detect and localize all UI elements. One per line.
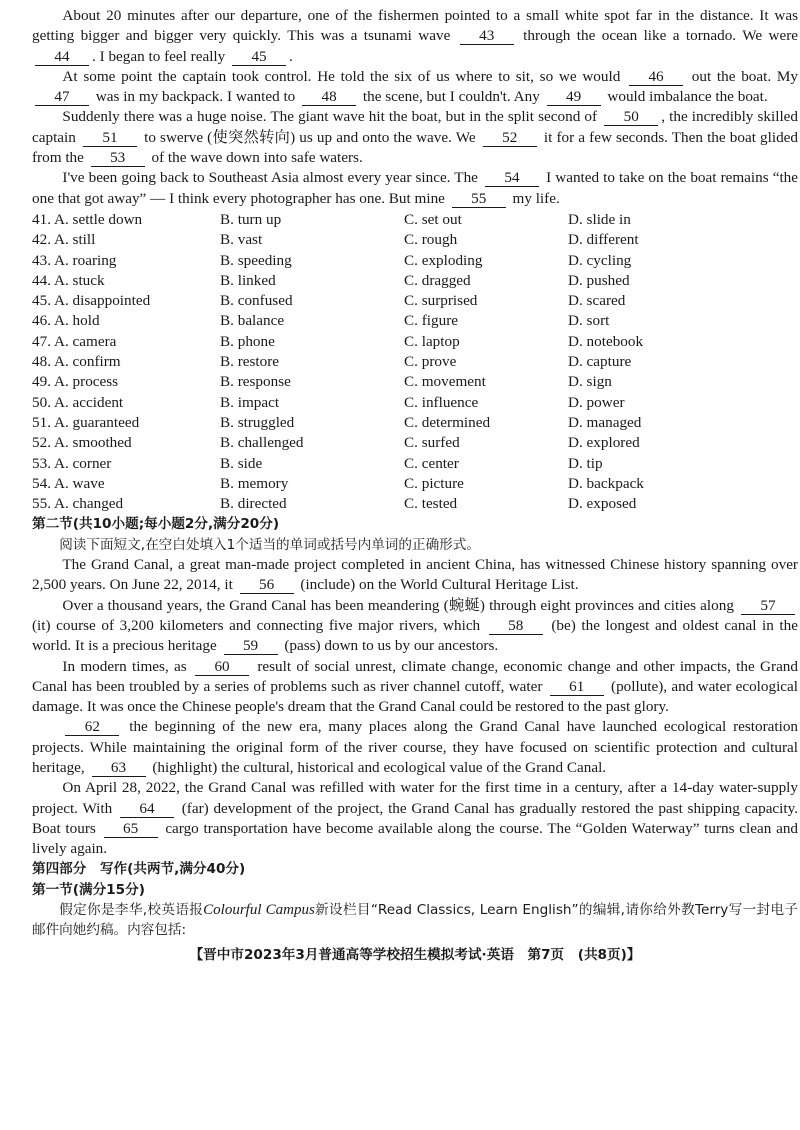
option-cell xyxy=(404,454,568,474)
option-a: A. process xyxy=(53,373,119,391)
option-b: B. side xyxy=(220,454,263,472)
option-cell xyxy=(568,454,772,474)
question-number: 53. xyxy=(32,454,51,472)
option-cell xyxy=(32,393,220,413)
option-cell xyxy=(220,413,404,433)
option-cell xyxy=(404,352,568,372)
option-d: D. different xyxy=(568,231,639,249)
option-cell xyxy=(220,494,404,514)
blank-52: 52 xyxy=(483,130,537,147)
question-number: 46. xyxy=(32,312,51,330)
option-d: D. scared xyxy=(568,292,626,310)
part4-subheading: 第一节(满分15分) xyxy=(32,881,145,898)
writing-prompt: 假定你是李华,校英语报Colourful Campus新设栏目“Read Classics, Learn English”的编辑,请你给外教Terry写一封电子邮件向她约稿。内容包括: xyxy=(32,902,798,939)
option-a: A. settle down xyxy=(53,210,143,228)
option-d: D. sign xyxy=(568,373,612,391)
option-c: C. movement xyxy=(404,373,486,391)
option-cell xyxy=(404,291,568,311)
option-b: B. phone xyxy=(220,332,275,350)
option-cell xyxy=(568,271,772,291)
option-cell xyxy=(220,332,404,352)
option-row xyxy=(32,413,772,433)
blank-45: 45 xyxy=(232,49,286,66)
option-c: C. picture xyxy=(404,474,464,492)
option-cell xyxy=(404,271,568,291)
option-row xyxy=(32,230,772,250)
option-row xyxy=(32,251,772,271)
option-b: B. restore xyxy=(220,353,280,371)
cloze-passage xyxy=(32,6,798,209)
question-number: 44. xyxy=(32,271,51,289)
option-c: C. center xyxy=(404,454,459,472)
grammar-paragraph-5: On April 28, 2022, the Grand Canal was refilled with water for the first time in a century, after a 14-day water-supply project. With 64 (far) development of the project, the Grand Canal has gradually restored the past shipping capacity. Boat tours 65 cargo transportation have become available along the course. The “Golden Waterway” turns clean and lively again. xyxy=(32,779,799,858)
option-cell xyxy=(220,393,404,413)
blank-60: 60 xyxy=(195,659,249,676)
newspaper-title: Colourful Campus xyxy=(203,902,315,919)
blank-53: 53 xyxy=(91,150,145,167)
question-number: 51. xyxy=(32,413,51,431)
cloze-paragraph-1: About 20 minutes after our departure, one of the fishermen pointed to a small white spot far in the distance. It was getting bigger and bigger very quickly. This was a tsunami wave 43 through the ocean like a tornado. We were 44 . I began to feel really 45 . xyxy=(32,7,799,65)
exam-page xyxy=(32,0,798,965)
option-cell xyxy=(32,413,220,433)
option-b: B. turn up xyxy=(220,210,282,228)
option-c: C. determined xyxy=(404,413,491,431)
option-cell xyxy=(220,372,404,392)
option-c: C. exploding xyxy=(404,251,483,269)
option-cell xyxy=(404,474,568,494)
option-a: A. changed xyxy=(53,495,124,513)
option-b: B. impact xyxy=(220,393,280,411)
option-cell xyxy=(568,494,772,514)
option-row xyxy=(32,352,772,372)
option-cell xyxy=(220,230,404,250)
option-cell xyxy=(32,291,220,311)
question-number: 49. xyxy=(32,373,51,391)
option-d: D. capture xyxy=(568,353,632,371)
option-d: D. cycling xyxy=(568,251,632,269)
option-b: B. linked xyxy=(220,271,276,289)
option-cell xyxy=(404,433,568,453)
option-a: A. stuck xyxy=(53,271,105,289)
option-cell xyxy=(404,413,568,433)
option-b: B. balance xyxy=(220,312,285,330)
option-cell xyxy=(32,474,220,494)
option-a: A. accident xyxy=(53,393,124,411)
option-cell xyxy=(568,433,772,453)
blank-55: 55 xyxy=(452,191,506,208)
option-cell xyxy=(404,393,568,413)
option-a: A. disappointed xyxy=(53,292,151,310)
option-c: C. surprised xyxy=(404,292,478,310)
option-d: D. pushed xyxy=(568,271,630,289)
option-c: C. prove xyxy=(404,353,457,371)
option-cell xyxy=(568,413,772,433)
option-a: A. smoothed xyxy=(53,434,132,452)
option-a: A. wave xyxy=(53,474,105,492)
question-number: 48. xyxy=(32,353,51,371)
blank-44: 44 xyxy=(35,49,89,66)
option-row xyxy=(32,393,772,413)
option-cell xyxy=(32,433,220,453)
question-number: 55. xyxy=(32,495,51,513)
question-number: 45. xyxy=(32,292,51,310)
blank-54: 54 xyxy=(485,170,539,187)
question-number: 43. xyxy=(32,251,51,269)
option-cell xyxy=(404,332,568,352)
grammar-paragraph-2: Over a thousand years, the Grand Canal has been meandering (蜿蜒) through eight provinces and cities along 57 (it) course of 3,200 kilometers and connecting five major rivers, which 58 (be) the longest and oldest canal in the world. It is a precious heritage 59 (pass) down to us by our ancestors. xyxy=(32,596,798,655)
question-number: 41. xyxy=(32,210,51,228)
option-c: C. figure xyxy=(404,312,458,330)
option-cell xyxy=(568,311,772,331)
option-cell xyxy=(568,210,772,230)
option-cell xyxy=(32,332,220,352)
grammar-paragraph-4: 62 the beginning of the new era, many places along the Grand Canal have launched ecological restoration projects. While maintaining the original form of the river course, they have focused on scientific protection and cultural heritage, 63 (highlight) the cultural, historical and ecological value of the Grand Canal. xyxy=(32,718,799,776)
question-number: 52. xyxy=(32,434,51,452)
section2-instruction: 阅读下面短文,在空白处填入1个适当的单词或括号内单词的正确形式。 xyxy=(59,536,480,553)
option-cell xyxy=(220,474,404,494)
option-a: A. camera xyxy=(53,332,117,350)
blank-61: 61 xyxy=(550,679,604,696)
option-cell xyxy=(220,454,404,474)
option-cell xyxy=(568,332,772,352)
blank-48: 48 xyxy=(302,89,356,106)
option-cell xyxy=(32,230,220,250)
option-row xyxy=(32,291,772,311)
question-number: 50. xyxy=(32,393,51,411)
option-cell xyxy=(568,291,772,311)
option-cell xyxy=(220,433,404,453)
option-d: D. managed xyxy=(568,413,642,431)
cloze-paragraph-4: I've been going back to Southeast Asia almost every year since. The 54 I wanted to take on the boat remains “the one that got away” — I think every photographer has one. But mine 55 my life. xyxy=(32,169,799,207)
blank-43: 43 xyxy=(460,28,514,45)
option-b: B. confused xyxy=(220,292,293,310)
blank-51: 51 xyxy=(83,130,137,147)
option-cell xyxy=(568,352,772,372)
grammar-paragraph-1: The Grand Canal, a great man-made project completed in ancient China, has witnessed Chinese history spanning over 2,500 years. On June 22, 2014, it 56 (include) on the World Cultural Heritage List. xyxy=(32,556,798,594)
option-b: B. response xyxy=(220,373,291,391)
option-c: C. surfed xyxy=(404,434,460,452)
option-cell xyxy=(32,372,220,392)
blank-58: 58 xyxy=(489,618,543,635)
option-cell xyxy=(220,210,404,230)
option-cell xyxy=(568,372,772,392)
option-a: A. hold xyxy=(53,312,100,330)
part4-heading: 第四部分 写作(共两节,满分40分) xyxy=(32,861,246,878)
blank-59: 59 xyxy=(224,638,278,655)
section2-heading: 第二节(共10小题;每小题2分,满分20分) xyxy=(32,516,280,533)
option-c: C. tested xyxy=(404,495,458,513)
option-cell xyxy=(568,393,772,413)
option-c: C. laptop xyxy=(404,332,460,350)
option-d: D. backpack xyxy=(568,474,644,492)
option-row xyxy=(32,332,772,352)
option-row xyxy=(32,454,772,474)
blank-64: 64 xyxy=(120,801,174,818)
option-c: C. influence xyxy=(404,393,479,411)
option-a: A. guaranteed xyxy=(53,413,140,431)
option-d: D. explored xyxy=(568,434,640,452)
option-b: B. memory xyxy=(220,474,289,492)
option-b: B. directed xyxy=(220,495,287,513)
option-c: C. rough xyxy=(404,231,458,249)
blank-63: 63 xyxy=(92,760,146,777)
option-cell xyxy=(220,311,404,331)
blank-65: 65 xyxy=(104,821,158,838)
option-cell xyxy=(32,311,220,331)
option-cell xyxy=(404,210,568,230)
option-a: A. still xyxy=(53,231,96,249)
option-d: D. sort xyxy=(568,312,610,330)
option-row xyxy=(32,474,772,494)
option-row xyxy=(32,210,772,230)
option-cell xyxy=(568,230,772,250)
option-cell xyxy=(404,311,568,331)
question-number: 54. xyxy=(32,474,51,492)
option-cell xyxy=(32,271,220,291)
option-row xyxy=(32,433,772,453)
blank-57: 57 xyxy=(741,598,795,615)
option-a: A. confirm xyxy=(53,353,121,371)
option-cell xyxy=(32,210,220,230)
question-number: 47. xyxy=(32,332,51,350)
option-d: D. power xyxy=(568,393,625,411)
option-cell xyxy=(220,251,404,271)
blank-49: 49 xyxy=(547,89,601,106)
option-d: D. tip xyxy=(568,454,603,472)
option-d: D. slide in xyxy=(568,210,631,228)
question-number: 42. xyxy=(32,231,51,249)
grammar-passage xyxy=(32,555,798,859)
option-d: D. notebook xyxy=(568,332,644,350)
option-cell xyxy=(568,474,772,494)
blank-56: 56 xyxy=(240,577,294,594)
option-cell xyxy=(404,372,568,392)
option-cell xyxy=(568,251,772,271)
option-row xyxy=(32,271,772,291)
option-row xyxy=(32,494,772,514)
grammar-paragraph-3: In modern times, as 60 result of social unrest, climate change, economic change and other impacts, the Grand Canal has been troubled by a series of problems such as river channel cutoff, water 61 (pollute), and water ecological damage. It was once the Chinese people's dream that the Grand Canal could be restored to the past glory. xyxy=(32,657,799,716)
option-row xyxy=(32,372,772,392)
option-cell xyxy=(220,271,404,291)
option-b: B. challenged xyxy=(220,434,304,452)
option-cell xyxy=(32,454,220,474)
option-b: B. struggled xyxy=(220,413,295,431)
option-b: B. vast xyxy=(220,231,263,249)
option-cell xyxy=(32,494,220,514)
blank-62: 62 xyxy=(65,719,119,736)
option-cell xyxy=(404,494,568,514)
options-table xyxy=(32,210,772,514)
option-c: C. set out xyxy=(404,210,462,228)
option-d: D. exposed xyxy=(568,495,637,513)
option-cell xyxy=(404,251,568,271)
blank-50: 50 xyxy=(604,109,658,126)
cloze-paragraph-2: At some point the captain took control. He told the six of us where to sit, so we would 46 out the boat. My 47 was in my backpack. I wanted to 48 the scene, but I couldn't. Any 49 would imbalance the boat. xyxy=(32,67,798,108)
option-row xyxy=(32,311,772,331)
option-a: A. corner xyxy=(53,454,112,472)
option-a: A. roaring xyxy=(53,251,117,269)
option-cell xyxy=(32,352,220,372)
cloze-paragraph-3: Suddenly there was a huge noise. The giant wave hit the boat, but in the split second of 50 , the incredibly skilled captain 51 to swerve (使突然转向) us up and onto the wave. We 52 it for a few seconds. Then the boat glided from the 53 of the wave down into safe waters. xyxy=(32,108,799,167)
option-cell xyxy=(404,230,568,250)
option-b: B. speeding xyxy=(220,251,292,269)
blank-47: 47 xyxy=(35,89,89,106)
page-footer: 【晋中市2023年3月普通高等学校招生模拟考试·英语 第7页 (共8页)】 xyxy=(189,946,641,963)
blank-46: 46 xyxy=(629,69,683,86)
option-cell xyxy=(32,251,220,271)
option-cell xyxy=(220,291,404,311)
option-c: C. dragged xyxy=(404,271,471,289)
option-cell xyxy=(220,352,404,372)
